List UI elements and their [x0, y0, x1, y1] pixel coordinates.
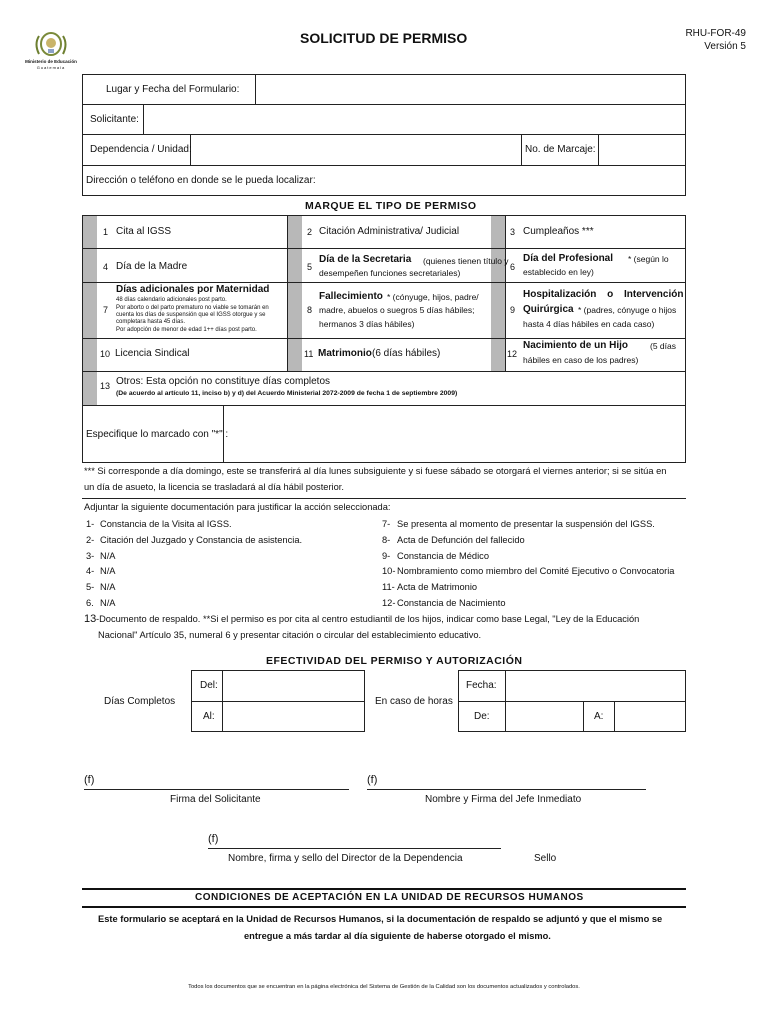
- item-label-8d: hermanos 3 días hábiles): [319, 319, 415, 329]
- input-dependencia[interactable]: [191, 135, 521, 165]
- label-solicitante: Solicitante:: [90, 114, 139, 125]
- item-num-13: 13: [100, 381, 111, 391]
- item-label-1: Cita al IGSS: [116, 226, 172, 237]
- item-label-5c: desempeñen funciones secretariales): [319, 268, 461, 278]
- doc-num: 9-: [382, 550, 391, 561]
- label-direccion: Dirección o teléfono en donde se le pueda localizar:: [86, 175, 316, 186]
- checkbox-3[interactable]: [491, 216, 505, 248]
- item-label-7a: Días adicionales por Maternidad: [116, 284, 270, 295]
- doc-num: 6.: [86, 598, 94, 608]
- item-num-3: 3: [510, 227, 516, 237]
- signature-line-director[interactable]: [208, 848, 501, 849]
- label-en-caso-horas: En caso de horas: [375, 696, 453, 707]
- item-label-8b: * (cónyuge, hijos, padre/: [387, 292, 479, 302]
- checkbox-8[interactable]: [288, 283, 302, 338]
- doc-text: Nombramiento como miembro del Comité Ejecutivo o Convocatoria: [397, 566, 675, 577]
- input-al[interactable]: [223, 702, 364, 731]
- input-fecha[interactable]: [506, 671, 685, 701]
- sig-label-2: Nombre y Firma del Jefe Inmediato: [425, 794, 582, 805]
- doc-text-13-line2: Nacional" Artículo 35, numeral 6 y presentar citación o circular del establecimiento educativo.: [98, 630, 482, 640]
- doc-num: 5-: [86, 582, 95, 593]
- item-num-5: 5: [307, 262, 313, 272]
- item-label-12b: (5 días: [650, 341, 676, 351]
- label-del: Del:: [200, 680, 218, 691]
- item-label-6c: establecido en ley): [523, 267, 594, 277]
- item-label-2: Citación Administrativa/ Judicial: [319, 226, 460, 237]
- item-label-9d: hasta 4 días hábiles en cada caso): [523, 319, 655, 329]
- label-especifique: Especifique lo marcado con "*" :: [86, 429, 229, 440]
- item-num-12: 12: [507, 349, 518, 359]
- item-label-13a: Otros: Esta opción no constituye días completos: [116, 376, 330, 387]
- label-a: A:: [594, 711, 604, 722]
- label-dependencia: Dependencia / Unidad:: [90, 144, 192, 155]
- item-num-7: 7: [103, 305, 109, 315]
- sig-label-sello: Sello: [534, 853, 557, 864]
- checkbox-7[interactable]: [83, 283, 97, 338]
- label-lugar-fecha: Lugar y Fecha del Formulario:: [106, 84, 240, 95]
- logo-text-1: Ministerio de Educación: [25, 59, 77, 64]
- input-del[interactable]: [223, 671, 364, 701]
- label-al: Al:: [203, 711, 215, 722]
- doc-num-13: 13: [84, 613, 97, 625]
- doc-text: Acta de Defunción del fallecido: [397, 534, 525, 545]
- doc-num: 4-: [86, 566, 95, 577]
- ministry-logo: [22, 28, 80, 72]
- sig-label-1: Firma del Solicitante: [170, 794, 261, 805]
- item-num-10: 10: [100, 349, 111, 359]
- item-label-12a: Nacimiento de un Hijo: [523, 340, 629, 351]
- checkbox-9[interactable]: [491, 283, 505, 338]
- item-label-7e: completara hasta 45 días.: [116, 319, 186, 325]
- checkbox-10[interactable]: [83, 339, 97, 371]
- checkbox-2[interactable]: [288, 216, 302, 248]
- item-label-9c: * (padres, cónyuge o hijos: [578, 305, 677, 315]
- item-label-9a: Hospitalización o Intervención: [523, 289, 684, 300]
- input-a[interactable]: [615, 702, 685, 731]
- doc-num: 7-: [382, 519, 391, 529]
- item-label-4: Día de la Madre: [116, 261, 188, 272]
- note-line-1: *** Si corresponde a día domingo, este se transferirá al día lunes subsiguiente y si fuese sábado se otorgará el viernes anterior; si se sitúa en: [84, 466, 667, 476]
- doc-text: Citación del Juzgado y Constancia de asistencia.: [100, 534, 303, 545]
- checkbox-12[interactable]: [491, 339, 505, 371]
- input-marcaje[interactable]: [599, 135, 685, 165]
- signature-line-jefe[interactable]: [367, 789, 646, 790]
- item-label-7d: cuenta los días de suspensión que el IGSS otorgue y se: [116, 312, 266, 318]
- doc-num: 3-: [86, 550, 95, 561]
- doc-text: N/A: [100, 550, 116, 561]
- item-num-8: 8: [307, 305, 313, 315]
- item-label-5a: Día de la Secretaria: [319, 254, 412, 265]
- doc-text-13-line1: -Documento de respaldo. **Si el permiso es por cita al centro estudiantil de los hijos, indicar como base Legal, "Ley de la Educación: [96, 614, 640, 624]
- label-dias-completos: Días Completos: [104, 696, 176, 707]
- label-marcaje: No. de Marcaje:: [525, 144, 596, 155]
- doc-num: 1-: [86, 519, 95, 529]
- doc-text: N/A: [100, 598, 116, 608]
- checkbox-1[interactable]: [83, 216, 97, 248]
- item-num-2: 2: [307, 227, 313, 237]
- doc-text: Se presenta al momento de presentar la suspensión del IGSS.: [397, 519, 655, 529]
- label-fecha: Fecha:: [466, 680, 497, 691]
- item-label-9b: Quirúrgica: [523, 304, 574, 315]
- footer-note: Todos los documentos que se encuentran en la página electrónica del Sistema de Gestión de la Calidad son los documentos actualizados y controlados.: [188, 984, 580, 990]
- conditions-line-2: entregue a más tardar al día siguiente de haberse otorgado el mismo.: [244, 931, 551, 941]
- conditions-line-1: Este formulario se aceptará en la Unidad de Recursos Humanos, si la documentación de respaldo se adjuntó y que el mismo se: [98, 914, 663, 924]
- item-label-7f: Por adopción de menor de edad 1++ días post parto.: [116, 327, 257, 333]
- sig-f-3: (f): [208, 833, 219, 845]
- doc-num: 10-: [382, 566, 396, 577]
- item-label-6a: Día del Profesional: [523, 253, 614, 264]
- item-label-7c: Por aborto o del parto prematuro no viable se tomarán en: [116, 305, 269, 311]
- doc-num: 12-: [382, 598, 396, 608]
- doc-text: Constancia de la Visita al IGSS.: [100, 519, 232, 529]
- input-especifique[interactable]: [224, 406, 685, 462]
- checkbox-5[interactable]: [288, 249, 302, 282]
- permit-section-title: MARQUE EL TIPO DE PERMISO: [305, 200, 477, 212]
- item-label-11b: (6 días hábiles): [372, 348, 441, 359]
- item-label-10: Licencia Sindical: [115, 348, 190, 359]
- item-label-5b: (quienes tienen título y: [423, 256, 509, 266]
- sig-f-2: (f): [367, 774, 378, 786]
- sig-f-1: (f): [84, 774, 95, 786]
- logo-text-2: Guatemala: [36, 65, 66, 70]
- sig-label-3: Nombre, firma y sello del Director de la Dependencia: [228, 853, 463, 864]
- form-code: RHU-FOR-49: [685, 28, 746, 39]
- item-label-8c: madre, abuelos o suegros 5 días hábiles;: [319, 305, 475, 315]
- note-line-2: un día de asueto, la licencia se trasladará al día hábil posterior.: [84, 482, 344, 492]
- label-de: De:: [474, 711, 490, 722]
- item-label-7b: 48 días calendario adicionales post parto.: [116, 297, 227, 303]
- item-label-8a: Fallecimiento: [319, 291, 383, 302]
- conditions-title: CONDICIONES DE ACEPTACIÓN EN LA UNIDAD DE RECURSOS HUMANOS: [195, 892, 584, 903]
- input-de[interactable]: [506, 702, 583, 731]
- item-label-12c: hábiles en caso de los padres): [523, 355, 639, 365]
- item-num-9: 9: [510, 305, 516, 315]
- item-label-6b: * (según lo: [628, 254, 669, 264]
- input-solicitante[interactable]: [144, 105, 685, 134]
- doc-text: Acta de Matrimonio: [397, 582, 478, 593]
- form-version: Versión 5: [704, 41, 746, 52]
- doc-num: 11-: [382, 582, 395, 593]
- effectiveness-title: EFECTIVIDAD DEL PERMISO Y AUTORIZACIÓN: [266, 655, 523, 667]
- doc-text: Constancia de Nacimiento: [397, 598, 506, 608]
- doc-num: 2-: [86, 534, 95, 545]
- doc-text: Constancia de Médico: [397, 550, 489, 561]
- checkbox-4[interactable]: [83, 249, 97, 282]
- doc-text: N/A: [100, 566, 116, 577]
- signature-line-solicitante[interactable]: [84, 789, 349, 790]
- item-num-1: 1: [103, 227, 109, 237]
- input-lugar-fecha[interactable]: [256, 75, 685, 104]
- docs-intro: Adjuntar la siguiente documentación para justificar la acción seleccionada:: [84, 502, 391, 512]
- item-label-13b: (De acuerdo al artículo 11, inciso b) y d) del Acuerdo Ministerial 2072-2009 de fecha 1 de septiembre 2009): [116, 390, 458, 397]
- item-label-3: Cumpleaños ***: [523, 226, 594, 237]
- item-num-6: 6: [510, 262, 516, 272]
- form-title: SOLICITUD DE PERMISO: [300, 30, 468, 46]
- checkbox-11[interactable]: [288, 339, 302, 371]
- checkbox-13[interactable]: [83, 372, 97, 405]
- item-num-4: 4: [103, 262, 109, 272]
- doc-num: 8-: [382, 534, 391, 545]
- doc-text: N/A: [100, 582, 116, 593]
- item-label-11a: Matrimonio: [318, 348, 372, 359]
- item-num-11: 11: [304, 349, 314, 359]
